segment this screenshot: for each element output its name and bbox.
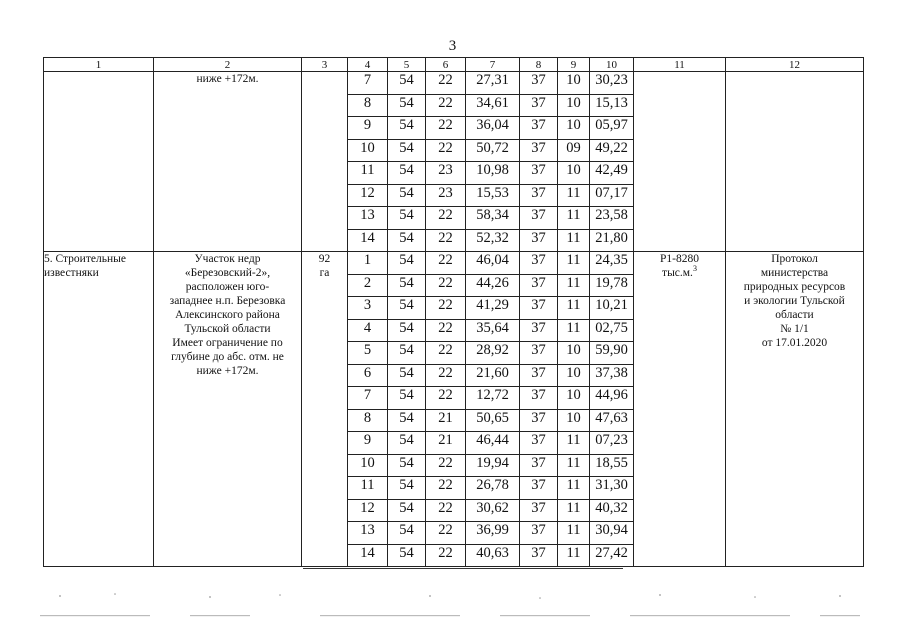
coordinate-cell: 50,72 xyxy=(466,139,520,162)
coordinate-cell: 21,60 xyxy=(466,364,520,387)
column-number: 11 xyxy=(634,58,726,72)
coordinate-cell: 41,29 xyxy=(466,297,520,320)
column-number: 8 xyxy=(520,58,558,72)
coordinate-cell: 54 xyxy=(388,319,426,342)
coordinate-cell: 54 xyxy=(388,297,426,320)
coordinate-cell: 11 xyxy=(558,454,590,477)
coordinate-cell: 54 xyxy=(388,72,426,95)
coordinate-cell: 10 xyxy=(348,139,388,162)
page-number: 3 xyxy=(448,38,457,54)
coordinate-cell: 37 xyxy=(520,162,558,185)
protocol-cell: Протокол министерства природных ресурсов и экологии Тульской области № 1/1 от 17.01.2020 xyxy=(726,252,864,567)
coordinate-cell: 22 xyxy=(426,207,466,230)
coordinate-cell: 11 xyxy=(558,229,590,252)
coordinate-cell: 37 xyxy=(520,544,558,567)
column-number: 12 xyxy=(726,58,864,72)
coordinate-cell: 22 xyxy=(426,544,466,567)
coordinate-cell: 5 xyxy=(348,342,388,365)
coordinate-cell: 22 xyxy=(426,499,466,522)
resource-type-cell: 5. Строительные известняки xyxy=(44,252,154,567)
coordinate-cell: 2 xyxy=(348,274,388,297)
coordinate-cell: 54 xyxy=(388,387,426,410)
coordinate-cell: 54 xyxy=(388,162,426,185)
coordinate-cell: 19,78 xyxy=(590,274,634,297)
coordinate-cell: 37 xyxy=(520,207,558,230)
coordinate-cell: 11 xyxy=(558,252,590,275)
coordinate-cell: 10 xyxy=(558,342,590,365)
coordinate-cell: 11 xyxy=(558,297,590,320)
coordinate-cell: 47,63 xyxy=(590,409,634,432)
protocol-cell xyxy=(726,72,864,252)
coordinate-cell: 54 xyxy=(388,274,426,297)
coordinate-cell: 02,75 xyxy=(590,319,634,342)
reserves-value: P1-8280 тыс.м. xyxy=(660,253,699,279)
coordinate-cell: 37 xyxy=(520,432,558,455)
coordinate-cell: 27,42 xyxy=(590,544,634,567)
coordinate-cell: 10 xyxy=(558,117,590,140)
coordinate-cell: 10 xyxy=(558,387,590,410)
coordinate-cell: 37 xyxy=(520,477,558,500)
site-description-cell: Участок недр «Березовский-2», расположен юго- западнее н.п. Березовка Алексинского района Тульской области Имеет ограничение по глубине до абс. отм. не ниже +172м. xyxy=(154,252,302,567)
coordinate-cell: 30,62 xyxy=(466,499,520,522)
coordinate-cell: 21 xyxy=(426,409,466,432)
coordinate-cell: 54 xyxy=(388,94,426,117)
column-number: 5 xyxy=(388,58,426,72)
coordinate-cell: 46,04 xyxy=(466,252,520,275)
coordinate-cell: 46,44 xyxy=(466,432,520,455)
coordinate-cell: 11 xyxy=(348,477,388,500)
coordinate-cell: 07,17 xyxy=(590,184,634,207)
coordinate-cell: 37 xyxy=(520,522,558,545)
coordinate-cell: 21,80 xyxy=(590,229,634,252)
coordinate-cell: 1 xyxy=(348,252,388,275)
column-number-row xyxy=(44,58,864,72)
coordinate-cell: 21 xyxy=(426,432,466,455)
coordinate-cell: 34,61 xyxy=(466,94,520,117)
coordinate-cell: 11 xyxy=(558,274,590,297)
coordinate-cell: 22 xyxy=(426,454,466,477)
coordinate-cell: 11 xyxy=(558,477,590,500)
coordinate-cell: 22 xyxy=(426,342,466,365)
coordinate-cell: 10 xyxy=(558,94,590,117)
scan-artifact-dots xyxy=(20,586,890,626)
coordinate-cell: 37 xyxy=(520,319,558,342)
column-number: 1 xyxy=(44,58,154,72)
coordinate-cell: 36,99 xyxy=(466,522,520,545)
column-number: 9 xyxy=(558,58,590,72)
coordinate-cell: 23 xyxy=(426,184,466,207)
coordinate-cell: 10,21 xyxy=(590,297,634,320)
coordinate-cell: 22 xyxy=(426,364,466,387)
coordinate-cell: 3 xyxy=(348,297,388,320)
coordinate-cell: 12 xyxy=(348,184,388,207)
coordinate-cell: 37 xyxy=(520,409,558,432)
coordinate-cell: 22 xyxy=(426,252,466,275)
coordinate-cell: 37 xyxy=(520,499,558,522)
coordinate-cell: 11 xyxy=(558,432,590,455)
coordinate-cell: 12,72 xyxy=(466,387,520,410)
resource-type-cell xyxy=(44,72,154,252)
coordinate-cell: 15,53 xyxy=(466,184,520,207)
column-number: 2 xyxy=(154,58,302,72)
coordinate-cell: 13 xyxy=(348,207,388,230)
coordinate-cell: 52,32 xyxy=(466,229,520,252)
coordinate-cell: 27,31 xyxy=(466,72,520,95)
area-cell xyxy=(302,72,348,252)
coordinate-cell: 54 xyxy=(388,454,426,477)
coordinates-table xyxy=(43,57,864,567)
coordinate-cell: 37 xyxy=(520,387,558,410)
coordinate-cell: 54 xyxy=(388,409,426,432)
coordinate-cell: 12 xyxy=(348,499,388,522)
coordinate-cell: 10 xyxy=(558,162,590,185)
coordinate-cell: 37 xyxy=(520,117,558,140)
coordinate-cell: 37 xyxy=(520,297,558,320)
coordinate-cell: 18,55 xyxy=(590,454,634,477)
coordinate-cell: 22 xyxy=(426,72,466,95)
coordinate-cell: 37 xyxy=(520,274,558,297)
coordinate-cell: 37 xyxy=(520,364,558,387)
coordinate-cell: 22 xyxy=(426,387,466,410)
coordinate-cell: 30,23 xyxy=(590,72,634,95)
site-description-cell: ниже +172м. xyxy=(154,72,302,252)
coordinate-cell: 10 xyxy=(558,72,590,95)
coordinate-cell: 8 xyxy=(348,94,388,117)
coordinate-cell: 11 xyxy=(558,184,590,207)
column-number: 6 xyxy=(426,58,466,72)
coordinate-cell: 54 xyxy=(388,544,426,567)
coordinate-cell: 35,64 xyxy=(466,319,520,342)
coordinate-cell: 54 xyxy=(388,477,426,500)
coordinate-cell: 8 xyxy=(348,409,388,432)
coordinate-cell: 19,94 xyxy=(466,454,520,477)
coordinate-cell: 37,38 xyxy=(590,364,634,387)
coordinate-cell: 59,90 xyxy=(590,342,634,365)
table-row xyxy=(44,72,864,95)
coordinate-cell: 54 xyxy=(388,184,426,207)
column-number: 3 xyxy=(302,58,348,72)
coordinate-cell: 54 xyxy=(388,364,426,387)
coordinate-cell: 37 xyxy=(520,454,558,477)
coordinate-cell: 9 xyxy=(348,432,388,455)
coordinate-cell: 49,22 xyxy=(590,139,634,162)
coordinate-cell: 54 xyxy=(388,499,426,522)
coordinate-cell: 22 xyxy=(426,297,466,320)
coordinate-cell: 54 xyxy=(388,207,426,230)
coordinate-cell: 42,49 xyxy=(590,162,634,185)
column-number: 7 xyxy=(466,58,520,72)
coordinate-cell: 11 xyxy=(558,522,590,545)
reserves-cell xyxy=(634,72,726,252)
coordinate-cell: 6 xyxy=(348,364,388,387)
coordinate-cell: 09 xyxy=(558,139,590,162)
coordinate-cell: 10 xyxy=(558,409,590,432)
coordinate-cell: 11 xyxy=(348,162,388,185)
coordinate-cell: 40,63 xyxy=(466,544,520,567)
coordinate-cell: 37 xyxy=(520,139,558,162)
coordinate-cell: 22 xyxy=(426,94,466,117)
coordinate-cell: 22 xyxy=(426,274,466,297)
coordinate-cell: 14 xyxy=(348,544,388,567)
coordinate-cell: 9 xyxy=(348,117,388,140)
coordinate-cell: 44,26 xyxy=(466,274,520,297)
coordinate-cell: 24,35 xyxy=(590,252,634,275)
coordinate-cell: 11 xyxy=(558,544,590,567)
coordinate-cell: 50,65 xyxy=(466,409,520,432)
coordinate-cell: 40,32 xyxy=(590,499,634,522)
coordinate-cell: 54 xyxy=(388,522,426,545)
coordinate-cell: 54 xyxy=(388,229,426,252)
coordinate-cell: 07,23 xyxy=(590,432,634,455)
coordinate-cell: 26,78 xyxy=(466,477,520,500)
coordinate-cell: 54 xyxy=(388,342,426,365)
coordinate-cell: 7 xyxy=(348,72,388,95)
coordinate-cell: 22 xyxy=(426,522,466,545)
column-number: 10 xyxy=(590,58,634,72)
coordinate-cell: 54 xyxy=(388,432,426,455)
coordinate-cell: 28,92 xyxy=(466,342,520,365)
coordinate-cell: 7 xyxy=(348,387,388,410)
coordinate-cell: 37 xyxy=(520,94,558,117)
coordinate-cell: 37 xyxy=(520,184,558,207)
coordinate-cell: 11 xyxy=(558,319,590,342)
coordinate-cell: 54 xyxy=(388,117,426,140)
area-cell: 92 га xyxy=(302,252,348,567)
coordinate-cell: 54 xyxy=(388,252,426,275)
coordinate-cell: 10 xyxy=(348,454,388,477)
table-row xyxy=(44,252,864,275)
coordinate-cell: 30,94 xyxy=(590,522,634,545)
coordinate-cell: 22 xyxy=(426,319,466,342)
coordinate-cell: 22 xyxy=(426,139,466,162)
coordinate-cell: 36,04 xyxy=(466,117,520,140)
coordinate-cell: 37 xyxy=(520,72,558,95)
coordinate-cell: 14 xyxy=(348,229,388,252)
coordinate-cell: 37 xyxy=(520,229,558,252)
coordinate-cell: 23,58 xyxy=(590,207,634,230)
column-number: 4 xyxy=(348,58,388,72)
coordinate-cell: 58,34 xyxy=(466,207,520,230)
coordinate-cell: 11 xyxy=(558,207,590,230)
coordinate-cell: 22 xyxy=(426,229,466,252)
coordinate-cell: 22 xyxy=(426,477,466,500)
coordinate-cell: 05,97 xyxy=(590,117,634,140)
reserves-unit-superscript: 3 xyxy=(692,264,697,274)
coordinate-cell: 23 xyxy=(426,162,466,185)
coordinate-cell: 44,96 xyxy=(590,387,634,410)
coordinate-cell: 37 xyxy=(520,342,558,365)
coordinate-cell: 10 xyxy=(558,364,590,387)
coordinate-cell: 13 xyxy=(348,522,388,545)
coordinate-cell: 31,30 xyxy=(590,477,634,500)
coordinate-cell: 37 xyxy=(520,252,558,275)
coordinate-cell: 22 xyxy=(426,117,466,140)
coordinate-cell: 4 xyxy=(348,319,388,342)
coordinate-cell: 11 xyxy=(558,499,590,522)
coordinate-cell: 15,13 xyxy=(590,94,634,117)
footer-separator-line xyxy=(303,568,623,569)
reserves-cell xyxy=(634,252,726,567)
coordinate-cell: 54 xyxy=(388,139,426,162)
coordinate-cell: 10,98 xyxy=(466,162,520,185)
